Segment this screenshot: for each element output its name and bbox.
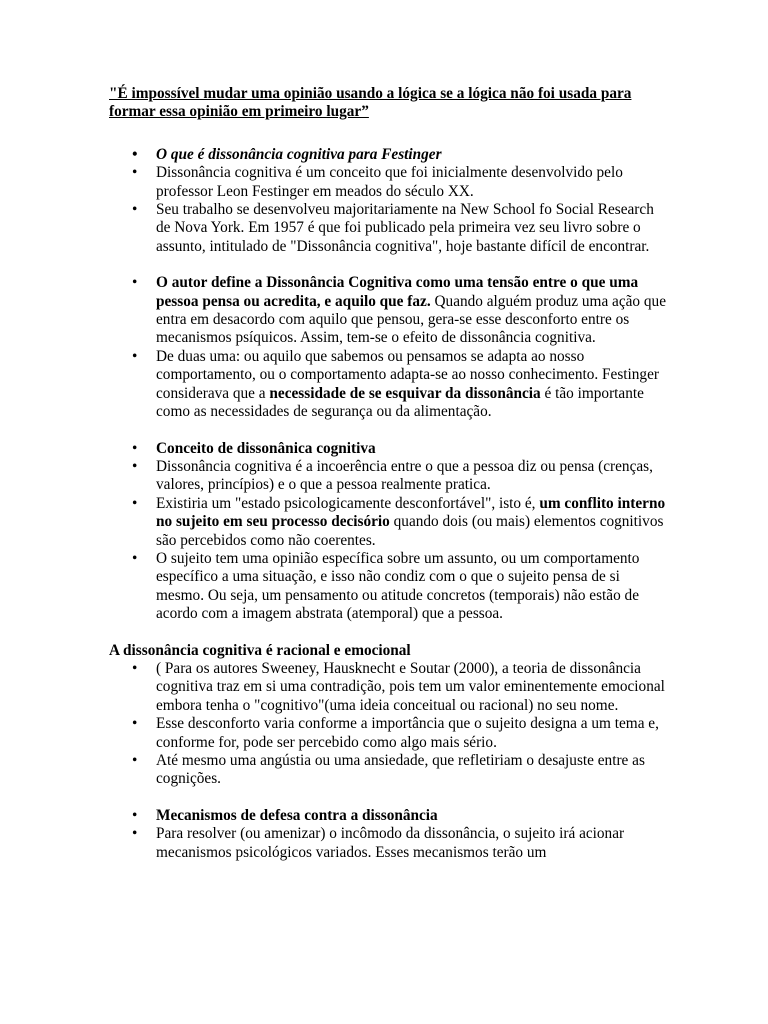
- emphasis-text: um conflito interno no sujeito em seu processo decisório: [156, 494, 666, 531]
- list-item: • Dissonância cognitiva é um conceito que foi inicialmente desenvolvido pelo professor Leon Festinger em meados do século XX.: [156, 164, 669, 201]
- list-item: • Para resolver (ou amenizar) o incômodo da dissonância, o sujeito irá acionar mecanismos psicológicos variados. Esses mecanismos terão um: [156, 825, 669, 862]
- list-item: [156, 495, 669, 550]
- list-item: • Dissonância cognitiva é a incoerência entre o que a pessoa diz ou pensa (crenças, valores, princípios) e o que a pessoa realmente pratica.: [156, 458, 669, 495]
- list-item: • Seu trabalho se desenvolveu majoritariamente na New School fo Social Research de Nova York. Em 1957 é que foi publicado pela primeira vez seu livro sobre o assunto, intitulado de "Dissonância cognitiva", hoje bastante difícil de encontrar.: [156, 201, 669, 256]
- section-heading-festinger: • O que é dissonância cognitiva para Festinger: [156, 146, 669, 164]
- section-festinger: [109, 146, 669, 256]
- opening-quote: "É impossível mudar uma opinião usando a lógica se a lógica não foi usada para formar essa opinião em primeiro lugar”: [109, 85, 632, 121]
- body-text: Existiria um "estado psicologicamente desconfortável", isto é,: [156, 494, 540, 512]
- list-item: [156, 274, 669, 348]
- section-heading-concept: Conceito de dissonânica cognitiva: [156, 439, 376, 457]
- list-item: • ( Para os autores Sweeney, Hausknecht e Soutar (2000), a teoria de dissonância cognitiva traz em si uma contradição, pois tem um valor eminentemente emocional embora tenha o "cognitivo"(uma ideia conceitual ou racional) no seu nome.: [156, 660, 669, 715]
- section-concept: [109, 440, 669, 624]
- list-item: • Até mesmo uma angústia ou uma ansiedade, que refletiriam o desajuste entre as cognições.: [156, 752, 669, 789]
- section-heading-rational-emotional: A dissonância cognitiva é racional e emocional: [109, 641, 411, 659]
- list-item: • Esse desconforto varia conforme a importância que o sujeito designa a um tema e, conforme for, pode ser percebido como algo mais sério.: [156, 715, 669, 752]
- body-text: De duas uma: ou aquilo que sabemos ou pensamos se adapta ao nosso comportamento, ou o comportamento adapta-se ao nosso conhecimento. Festinger considerava que a: [156, 347, 659, 402]
- section-rational-emotional: [109, 660, 669, 789]
- body-text: Quando alguém produz uma ação que entra em desacordo com aquilo que pensou, gera-se esse desconforto entre os mecanismos psíquicos. Assim, tem-se o efeito de dissonância cognitiva.: [156, 292, 666, 347]
- emphasis-text: necessidade de se esquivar da dissonância: [269, 384, 541, 402]
- section-definition: [109, 274, 669, 421]
- list-item: [156, 348, 669, 422]
- emphasis-text: O autor define a Dissonância Cognitiva como uma tensão entre o que uma pessoa pensa ou acredita, e aquilo que faz.: [156, 274, 639, 310]
- body-text: quando dois (ou mais) elementos cognitivos são percebidos como não coerentes.: [156, 513, 664, 549]
- document-body: [109, 85, 669, 862]
- list-item: • O sujeito tem uma opinião específica sobre um assunto, ou um comportamento específico a uma situação, e isso não condiz com o que o sujeito pensa de si mesmo. Ou seja, um pensamento ou atitude concretos (temporais) não estão de acordo com a imagem abstrata (atemporal) que a pessoa.: [156, 550, 669, 624]
- body-text: é tão importante como as necessidades de segurança ou da alimentação.: [156, 384, 644, 421]
- section-defense-mechanisms: [109, 807, 669, 862]
- section-heading-defense: Mecanismos de defesa contra a dissonância: [156, 806, 438, 824]
